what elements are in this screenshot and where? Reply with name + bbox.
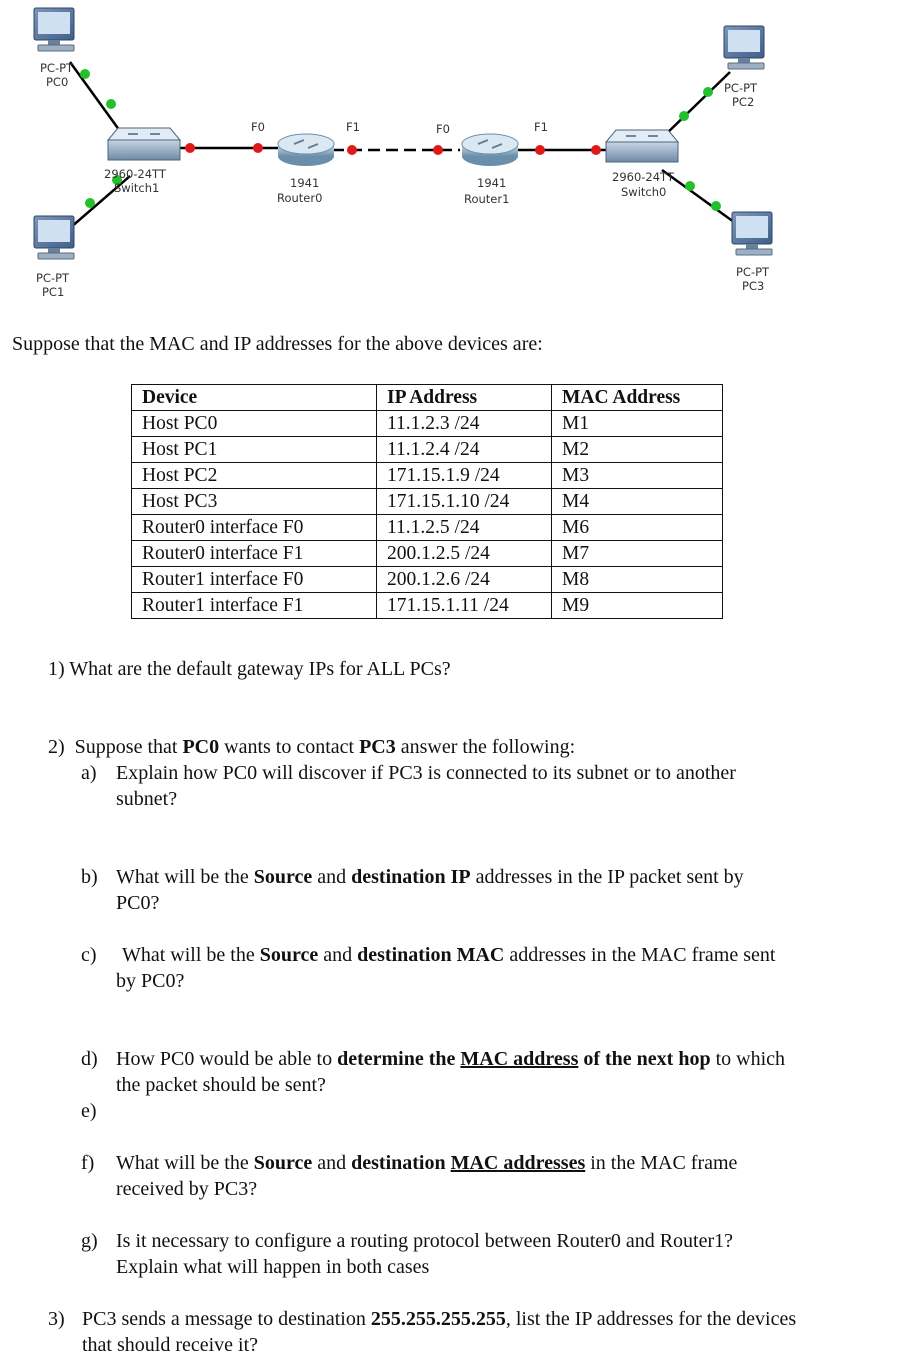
status-dot-down bbox=[347, 145, 357, 155]
address-table bbox=[131, 384, 723, 619]
link-pc0-switch1 bbox=[70, 62, 125, 138]
cell-device: Router0 interface F0 bbox=[132, 515, 377, 541]
q2d-t2: to which the packet should be sent? bbox=[116, 1048, 786, 1096]
table-row bbox=[132, 593, 723, 619]
cell-device: Router1 interface F0 bbox=[132, 567, 377, 593]
pc1-icon[interactable] bbox=[34, 216, 74, 259]
q3-t2: , list the IP addresses for the devices that should receive it? bbox=[82, 1308, 797, 1356]
cell-device: Host PC0 bbox=[132, 411, 377, 437]
router0-name-label: Router0 bbox=[277, 191, 323, 205]
table-row bbox=[132, 411, 723, 437]
cell-mac: M2 bbox=[552, 437, 723, 463]
q2f-text bbox=[116, 1150, 776, 1202]
q2b-t1: What will be the bbox=[116, 866, 254, 888]
pc1-type-label: PC-PT bbox=[36, 271, 70, 285]
q2-bold-pc3: PC3 bbox=[359, 736, 396, 758]
router1-f1-label: F1 bbox=[534, 120, 548, 134]
q2g-label: g) bbox=[81, 1230, 98, 1252]
q2g-text: Is it necessary to configure a routing protocol between Router0 and Router1? Explain what will happen in both cases bbox=[116, 1230, 734, 1278]
q2f-label: f) bbox=[81, 1152, 95, 1174]
table-row bbox=[132, 541, 723, 567]
q2c-b1: Source bbox=[259, 944, 319, 966]
status-dot-up bbox=[80, 69, 90, 79]
q2-text: Suppose that bbox=[74, 736, 183, 758]
switch0-name-label: Switch0 bbox=[621, 185, 667, 199]
q2c-b2: destination MAC bbox=[357, 944, 505, 966]
pc2-name-label: PC2 bbox=[732, 95, 755, 109]
router1-f0-label: F0 bbox=[436, 122, 450, 136]
status-dot-down bbox=[185, 143, 195, 153]
q2b-text bbox=[116, 864, 776, 916]
pc1-name-label: PC1 bbox=[42, 285, 65, 299]
status-dot-up bbox=[711, 201, 721, 211]
status-dot-up bbox=[85, 198, 95, 208]
question-2 bbox=[48, 734, 575, 760]
q2d-u1: MAC address bbox=[460, 1048, 579, 1070]
cell-ip: 11.1.2.4 /24 bbox=[377, 437, 552, 463]
q2f-t2: and bbox=[312, 1152, 352, 1174]
cell-ip: 200.1.2.5 /24 bbox=[377, 541, 552, 567]
q3-t1: PC3 sends a message to destination bbox=[82, 1308, 371, 1330]
cell-ip: 171.15.1.9 /24 bbox=[377, 463, 552, 489]
switch1-model-label: 2960-24TT bbox=[104, 167, 166, 181]
q2-number: 2) bbox=[48, 736, 65, 758]
cell-mac: M1 bbox=[552, 411, 723, 437]
q2-text-mid: wants to contact bbox=[219, 736, 360, 758]
q2f-b1: Source bbox=[253, 1152, 313, 1174]
q2e-label: e) bbox=[81, 1100, 97, 1122]
table-row bbox=[132, 463, 723, 489]
q2c-t1: What will be the bbox=[122, 944, 260, 966]
q2b-label: b) bbox=[81, 866, 98, 888]
table-row bbox=[132, 489, 723, 515]
router1-icon[interactable] bbox=[462, 134, 518, 166]
pc3-icon[interactable] bbox=[732, 212, 772, 255]
pc3-name-label: PC3 bbox=[742, 279, 765, 293]
cell-mac: M7 bbox=[552, 541, 723, 567]
pc3-type-label: PC-PT bbox=[736, 265, 770, 279]
q2b-t3: addresses in the IP packet sent by PC0? bbox=[116, 866, 744, 914]
q2d-t1: How PC0 would be able to bbox=[116, 1048, 338, 1070]
q2c-text bbox=[116, 942, 776, 994]
col-header-device: Device bbox=[132, 385, 377, 411]
q2d-label: d) bbox=[81, 1048, 98, 1070]
status-dot-down bbox=[253, 143, 263, 153]
q2f-t3: in the MAC frame received by PC3? bbox=[116, 1152, 738, 1200]
q2c-t3: addresses in the MAC frame sent by PC0? bbox=[116, 944, 776, 992]
cell-mac: M4 bbox=[552, 489, 723, 515]
q2d-text bbox=[116, 1046, 806, 1098]
router1-name-label: Router1 bbox=[464, 192, 510, 206]
status-dot-up bbox=[685, 181, 695, 191]
col-header-ip: IP Address bbox=[377, 385, 552, 411]
router1-model-label: 1941 bbox=[477, 176, 507, 190]
q2f-u1: MAC addresses bbox=[450, 1152, 586, 1174]
status-dot-down bbox=[433, 145, 443, 155]
router0-model-label: 1941 bbox=[290, 176, 320, 190]
network-topology-diagram bbox=[0, 0, 898, 320]
cell-device: Router1 interface F1 bbox=[132, 593, 377, 619]
switch0-model-label: 2960-24TT bbox=[612, 170, 674, 184]
q2b-b1: Source bbox=[253, 866, 313, 888]
q2f-t1: What will be the bbox=[116, 1152, 254, 1174]
router0-f0-label: F0 bbox=[251, 120, 265, 134]
switch0-icon[interactable] bbox=[606, 130, 678, 162]
cell-ip: 200.1.2.6 /24 bbox=[377, 567, 552, 593]
cell-mac: M9 bbox=[552, 593, 723, 619]
switch1-name-label: Switch1 bbox=[114, 181, 160, 195]
q2d-b2: of the next hop bbox=[578, 1048, 711, 1070]
cell-ip: 171.15.1.11 /24 bbox=[377, 593, 552, 619]
table-row bbox=[132, 437, 723, 463]
pc2-type-label: PC-PT bbox=[724, 81, 758, 95]
col-header-mac: MAC Address bbox=[552, 385, 723, 411]
cell-ip: 11.1.2.3 /24 bbox=[377, 411, 552, 437]
status-dot-down bbox=[591, 145, 601, 155]
status-dot-up bbox=[703, 87, 713, 97]
q2c-t2: and bbox=[318, 944, 358, 966]
question-1: 1) What are the default gateway IPs for ALL PCs? bbox=[48, 658, 451, 680]
q2f-b2: destination bbox=[351, 1152, 451, 1174]
cell-device: Host PC1 bbox=[132, 437, 377, 463]
q2a-label: a) bbox=[81, 762, 97, 784]
q2b-b2: destination IP bbox=[351, 866, 471, 888]
cell-device: Host PC3 bbox=[132, 489, 377, 515]
cell-ip: 171.15.1.10 /24 bbox=[377, 489, 552, 515]
pc0-icon[interactable] bbox=[34, 8, 74, 51]
pc0-type-label: PC-PT bbox=[40, 61, 74, 75]
intro-text: Suppose that the MAC and IP addresses for the above devices are: bbox=[12, 333, 543, 355]
cell-mac: M3 bbox=[552, 463, 723, 489]
table-row bbox=[132, 515, 723, 541]
status-dot-down bbox=[535, 145, 545, 155]
table-row bbox=[132, 567, 723, 593]
q2-bold-pc0: PC0 bbox=[182, 736, 220, 758]
router0-f1-label: F1 bbox=[346, 120, 360, 134]
status-dot-up bbox=[679, 111, 689, 121]
q2c-label: c) bbox=[81, 944, 97, 966]
status-dot-up bbox=[106, 99, 116, 109]
link-switch0-pc2 bbox=[662, 72, 730, 138]
q3-number: 3) bbox=[48, 1308, 65, 1330]
cell-ip: 11.1.2.5 /24 bbox=[377, 515, 552, 541]
q2b-t2: and bbox=[312, 866, 352, 888]
q3-text bbox=[82, 1306, 802, 1358]
pc2-icon[interactable] bbox=[724, 26, 764, 69]
router0-icon[interactable] bbox=[278, 134, 334, 166]
cell-mac: M8 bbox=[552, 567, 723, 593]
pc0-name-label: PC0 bbox=[46, 75, 69, 89]
q2-text-post: answer the following: bbox=[395, 736, 576, 758]
cell-device: Router0 interface F1 bbox=[132, 541, 377, 567]
q2d-b1: determine the bbox=[337, 1048, 461, 1070]
q2a-text: Explain how PC0 will discover if PC3 is connected to its subnet or to another subnet? bbox=[116, 762, 736, 810]
cell-device: Host PC2 bbox=[132, 463, 377, 489]
switch1-icon[interactable] bbox=[108, 128, 180, 160]
q3-b1: 255.255.255.255 bbox=[370, 1308, 506, 1330]
table-header-row bbox=[132, 385, 723, 411]
cell-mac: M6 bbox=[552, 515, 723, 541]
